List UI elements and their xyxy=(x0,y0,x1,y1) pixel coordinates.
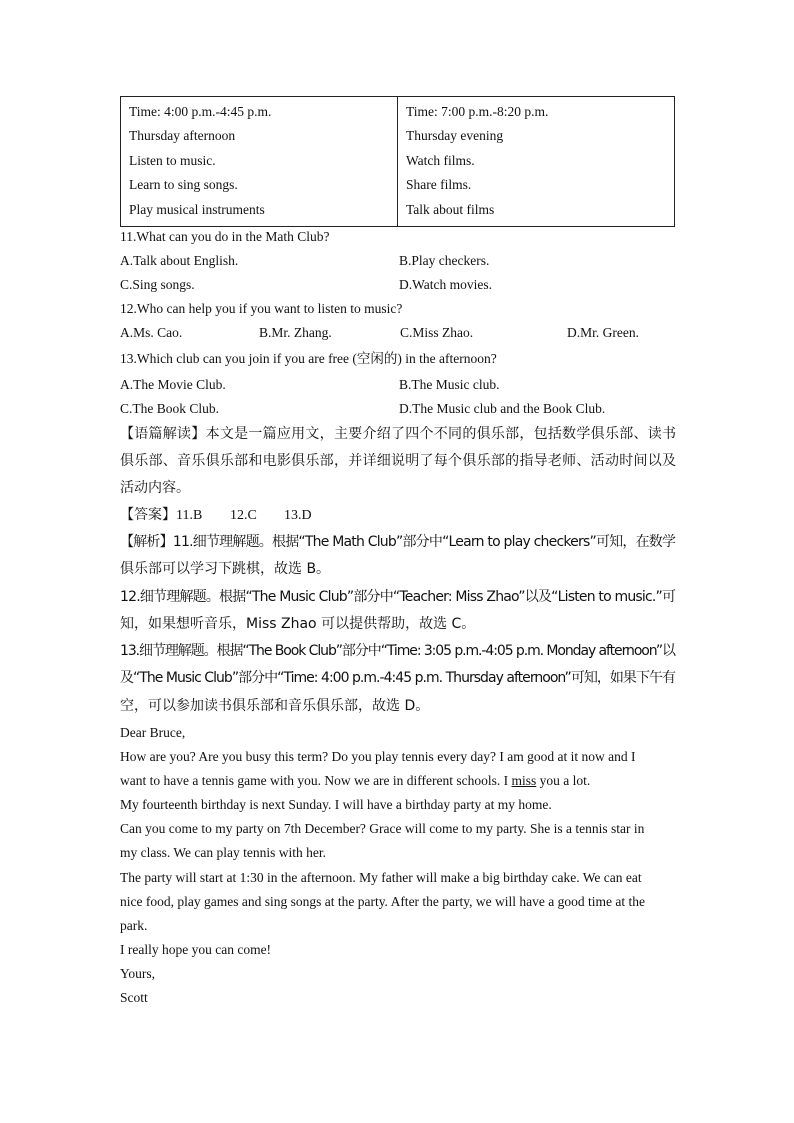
letter-paragraph-line: How are you? Are you busy this term? Do you play tennis every day? I am good at it now and I xyxy=(120,749,636,764)
answer-tag: 【答案】 xyxy=(120,507,176,523)
q12-option-b: B.Mr. Zhang. xyxy=(259,325,332,340)
reading-summary-line: 活动内容。 xyxy=(120,480,190,496)
letter-closing: I really hope you can come! xyxy=(120,942,272,957)
table-cell-line: Watch films. xyxy=(406,152,475,168)
table-cell-line: Listen to music. xyxy=(129,152,216,168)
explanation-line: 及“The Music Club”部分中“Time: 4:00 p.m.-4:45 p.m. Thursday afternoon”可知，如果下午有 xyxy=(120,670,676,686)
table-cell-line: Time: 4:00 p.m.-4:45 p.m. xyxy=(129,104,272,119)
q11-option-a: A.Talk about English. xyxy=(120,253,239,268)
explanation-line: 知，如果想听音乐，Miss Zhao 可以提供帮助，故选 C。 xyxy=(120,616,476,632)
question-12: 12.Who can help you if you want to listen to music? xyxy=(120,301,403,316)
table-cell-line: Talk about films xyxy=(406,201,495,217)
table-row xyxy=(121,97,675,227)
letter-sign-off: Yours, xyxy=(120,966,156,981)
explanation-line: 空，可以参加读书俱乐部和音乐俱乐部，故选 D。 xyxy=(120,698,430,714)
q12-option-c: C.Miss Zhao. xyxy=(400,325,474,340)
letter-greeting: Dear Bruce, xyxy=(120,725,186,740)
q13-option-d: D.The Music club and the Book Club. xyxy=(399,401,606,416)
letter-paragraph-line: my class. We can play tennis with her. xyxy=(120,845,326,860)
letter-paragraph-line: The party will start at 1:30 in the afternoon. My father will make a big birthday cake. We can eat xyxy=(120,870,642,885)
club-schedule-table xyxy=(120,96,675,227)
q11-option-b: B.Play checkers. xyxy=(399,253,490,268)
table-cell-line: Time: 7:00 p.m.-8:20 p.m. xyxy=(406,104,549,119)
explanation-line: 12.细节理解题。根据“The Music Club”部分中“Teacher: Miss Zhao”以及“Listen to music.”可 xyxy=(120,589,676,605)
q13-option-a: A.The Movie Club. xyxy=(120,377,226,392)
letter-paragraph-line xyxy=(120,769,590,793)
letter-paragraph-line: nice food, play games and sing songs at the party. After the party, we will have a good time at the xyxy=(120,894,645,909)
letter-paragraph-line: Can you come to my party on 7th December? Grace will come to my party. She is a tennis star in xyxy=(120,821,645,836)
letter-text: you a lot. xyxy=(536,773,591,788)
answer-key xyxy=(120,503,312,528)
table-cell-line: Share films. xyxy=(406,177,472,193)
q13-option-b: B.The Music club. xyxy=(399,377,500,392)
q12-option-a: A.Ms. Cao. xyxy=(120,325,183,340)
underlined-word: miss xyxy=(511,773,537,788)
q13-option-c: C.The Book Club. xyxy=(120,401,220,416)
movie-club-cell xyxy=(398,97,675,227)
reading-summary-line: 【语篇解读】本文是一篇应用文，主要介绍了四个不同的俱乐部，包括数学俱乐部、读书 xyxy=(120,426,677,442)
table-cell-line: Play musical instruments xyxy=(129,201,265,217)
explanation-line: 【解析】11.细节理解题。根据“The Math Club”部分中“Learn to play checkers”可知，在数学 xyxy=(120,534,676,550)
question-11: 11.What can you do in the Math Club? xyxy=(120,229,330,244)
answer-12: 12.C xyxy=(230,508,257,523)
reading-summary-line: 俱乐部、音乐俱乐部和电影俱乐部，并详细说明了每个俱乐部的指导老师、活动时间以及 xyxy=(120,453,677,469)
answer-13: 13.D xyxy=(284,508,312,523)
q12-option-d: D.Mr. Green. xyxy=(567,325,639,340)
letter-paragraph-line: park. xyxy=(120,918,148,933)
explanation-line: 俱乐部可以学习下跳棋，故选 B。 xyxy=(120,561,331,577)
q11-option-d: D.Watch movies. xyxy=(399,277,493,292)
letter-signature: Scott xyxy=(120,990,148,1005)
q11-option-c: C.Sing songs. xyxy=(120,277,195,292)
answer-11: 11.B xyxy=(176,508,203,523)
music-club-cell xyxy=(121,97,398,227)
letter-text: want to have a tennis game with you. Now we are in different schools. I xyxy=(120,773,512,788)
table-cell-line: Thursday afternoon xyxy=(129,128,236,144)
table-cell-line: Thursday evening xyxy=(406,128,504,144)
table-cell-line: Learn to sing songs. xyxy=(129,177,238,193)
explanation-line: 13.细节理解题。根据“The Book Club”部分中“Time: 3:05 p.m.-4:05 p.m. Monday afternoon”以 xyxy=(120,643,675,659)
question-13: 13.Which club can you join if you are free (空闲的) in the afternoon? xyxy=(120,351,497,366)
letter-paragraph-line: My fourteenth birthday is next Sunday. I will have a birthday party at my home. xyxy=(120,797,552,812)
